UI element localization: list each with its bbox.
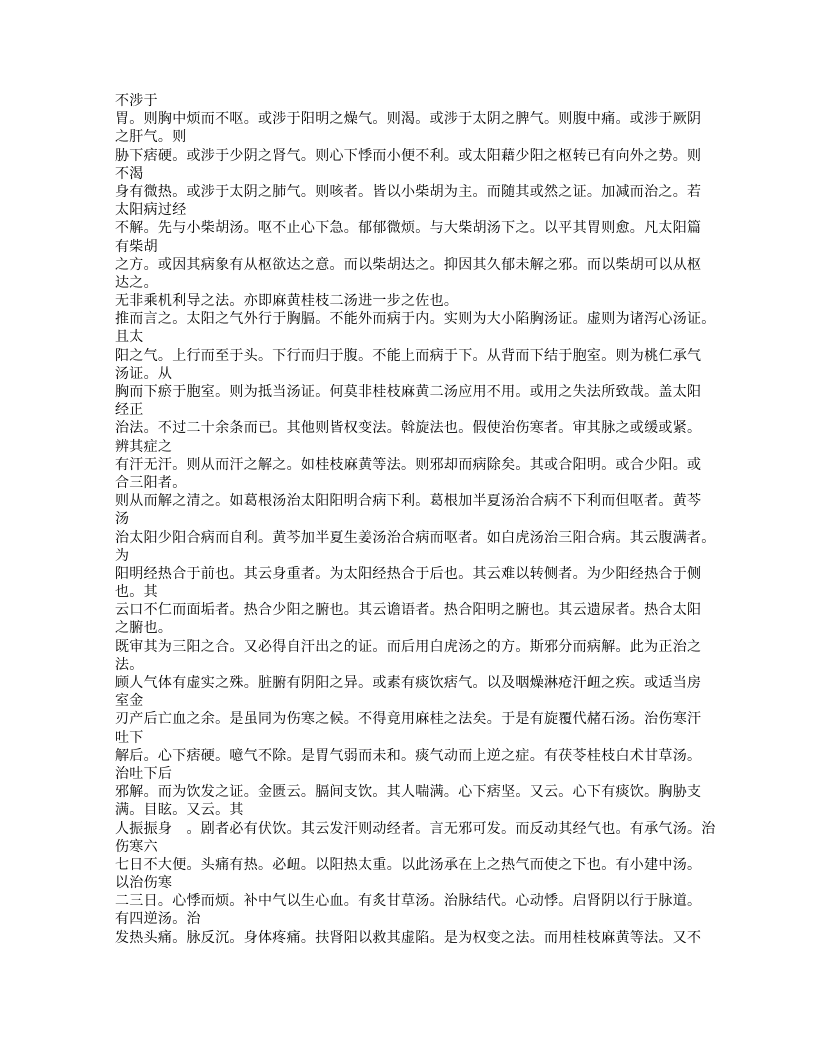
- text-line: 胸而下瘀于胞室。则为抵当汤证。何莫非桂枝麻黄二汤应用不用。或用之失法所致哉。盖太阳: [115, 384, 702, 400]
- text-line: 经正: [115, 402, 144, 419]
- text-line: 汤证。从: [115, 365, 173, 382]
- text-line: 云口不仁而面垢者。热合少阳之腑也。其云谵语者。热合阳明之腑也。其云遗尿者。热合太阳: [115, 602, 702, 619]
- text-line: 有四逆汤。治: [115, 911, 201, 928]
- text-line: 不涉于: [115, 93, 158, 109]
- text-line: 法。: [115, 656, 144, 673]
- text-line: 汤: [115, 511, 130, 528]
- text-line: 人振振身 。剧者必有伏饮。其云发汗则动经者。言无邪可发。而反动其经气也。有承气汤。治: [115, 820, 716, 837]
- text-line: 合三阳者。: [115, 474, 187, 491]
- text-line: 也。其: [115, 584, 158, 601]
- text-line: 则从而解之清之。如葛根汤治太阳阳明合病下利。葛根加半夏汤治合病不下利而但呕者。黄芩: [115, 493, 702, 510]
- text-line: 室金: [115, 693, 144, 710]
- text-line: 不解。先与小柴胡汤。呕不止心下急。郁郁微烦。与大柴胡汤下之。以平其胃则愈。凡太阳篇: [115, 220, 702, 237]
- text-line: 阳明经热合于前也。其云身重者。为太阳经热合于后也。其云难以转侧者。为少阳经热合于侧: [115, 565, 702, 582]
- text-line: 为: [115, 547, 130, 564]
- text-line: 满。目眩。又云。其: [115, 802, 244, 819]
- text-line: 七日不大便。头痛有热。必衄。以阳热太重。以此汤承在上之热气而使之下也。有小建中汤。: [115, 856, 702, 873]
- text-line: 有汗无汗。则从而汗之解之。如桂枝麻黄等法。则邪却而病除矣。其或合阳明。或合少阳。或: [115, 456, 702, 473]
- text-line: 治法。不过二十余条而已。其他则皆权变法。斡旋法也。假使治伤寒者。审其脉之或缓或紧。: [115, 420, 702, 437]
- text-line: 二三日。心悸而烦。补中气以生心血。有炙甘草汤。治脉结代。心动悸。启肾阴以行于脉道。: [115, 893, 702, 910]
- text-line: 之肝气。则: [115, 129, 187, 146]
- text-line: 之方。或因其病象有从枢欲达之意。而以柴胡达之。抑因其久郁未解之邪。而以柴胡可以从枢: [115, 256, 702, 273]
- text-line: 达之。: [115, 274, 158, 291]
- text-line: 胃。则胸中烦而不呕。或涉于阳明之燥气。则渴。或涉于太阴之脾气。则腹中痛。或涉于厥阴: [115, 111, 702, 128]
- text-line: 且太: [115, 329, 144, 346]
- text-line: 顾人气体有虚实之殊。脏腑有阴阳之异。或素有痰饮痞气。以及咽燥淋疮汗衄之疾。或适当房: [115, 675, 702, 691]
- page-text: [115, 92, 715, 947]
- text-line: 不渴: [115, 165, 144, 182]
- text-line: 推而言之。太阳之气外行于胸膈。不能外而病于内。实则为大小陷胸汤证。虚则为诸泻心汤证。: [115, 311, 716, 328]
- text-line: 治太阳少阳合病而自利。黄芩加半夏生姜汤治合病而呕者。如白虎汤治三阳合病。其云腹满者。: [115, 529, 716, 546]
- text-line: 治吐下后: [115, 765, 173, 782]
- text-line: 胁下痞硬。或涉于少阴之肾气。则心下悸而小便不利。或太阳藉少阳之枢转已有向外之势。则: [115, 147, 702, 164]
- text-line: 太阳病过经: [115, 202, 187, 219]
- text-line: 有柴胡: [115, 238, 158, 255]
- text-line: 无非乘机利导之法。亦即麻黄桂枝二汤进一步之佐也。: [115, 293, 459, 310]
- text-line: 以治伤寒: [115, 875, 173, 892]
- text-line: 发热头痛。脉反沉。身体疼痛。扶肾阳以救其虚陷。是为权变之法。而用桂枝麻黄等法。又不: [115, 929, 702, 946]
- text-line: 阳之气。上行而至于头。下行而归于腹。不能上而病于下。从背而下结于胞室。则为桃仁承气: [115, 347, 702, 364]
- text-line: 身有微热。或涉于太阴之肺气。则咳者。皆以小柴胡为主。而随其或然之证。加减而治之。若: [115, 183, 702, 200]
- text-line: 既审其为三阳之合。又必得自汗出之的证。而后用白虎汤之的方。斯邪分而病解。此为正治之: [115, 638, 702, 655]
- text-line: 吐下: [115, 729, 144, 746]
- text-line: 解后。心下痞硬。噫气不除。是胃气弱而未和。痰气动而上逆之症。有茯苓桂枝白术甘草汤。: [115, 747, 702, 764]
- text-line: 邪解。而为饮发之证。金匮云。膈间支饮。其人喘满。心下痞坚。又云。心下有痰饮。胸胁支: [115, 784, 702, 801]
- text-line: 之腑也。: [115, 620, 173, 637]
- text-line: 辨其症之: [115, 438, 173, 455]
- text-line: 伤寒六: [115, 838, 158, 855]
- text-line: 刃产后亡血之余。是虽同为伤寒之候。不得竟用麻桂之法矣。于是有旋覆代赭石汤。治伤寒汗: [115, 711, 702, 728]
